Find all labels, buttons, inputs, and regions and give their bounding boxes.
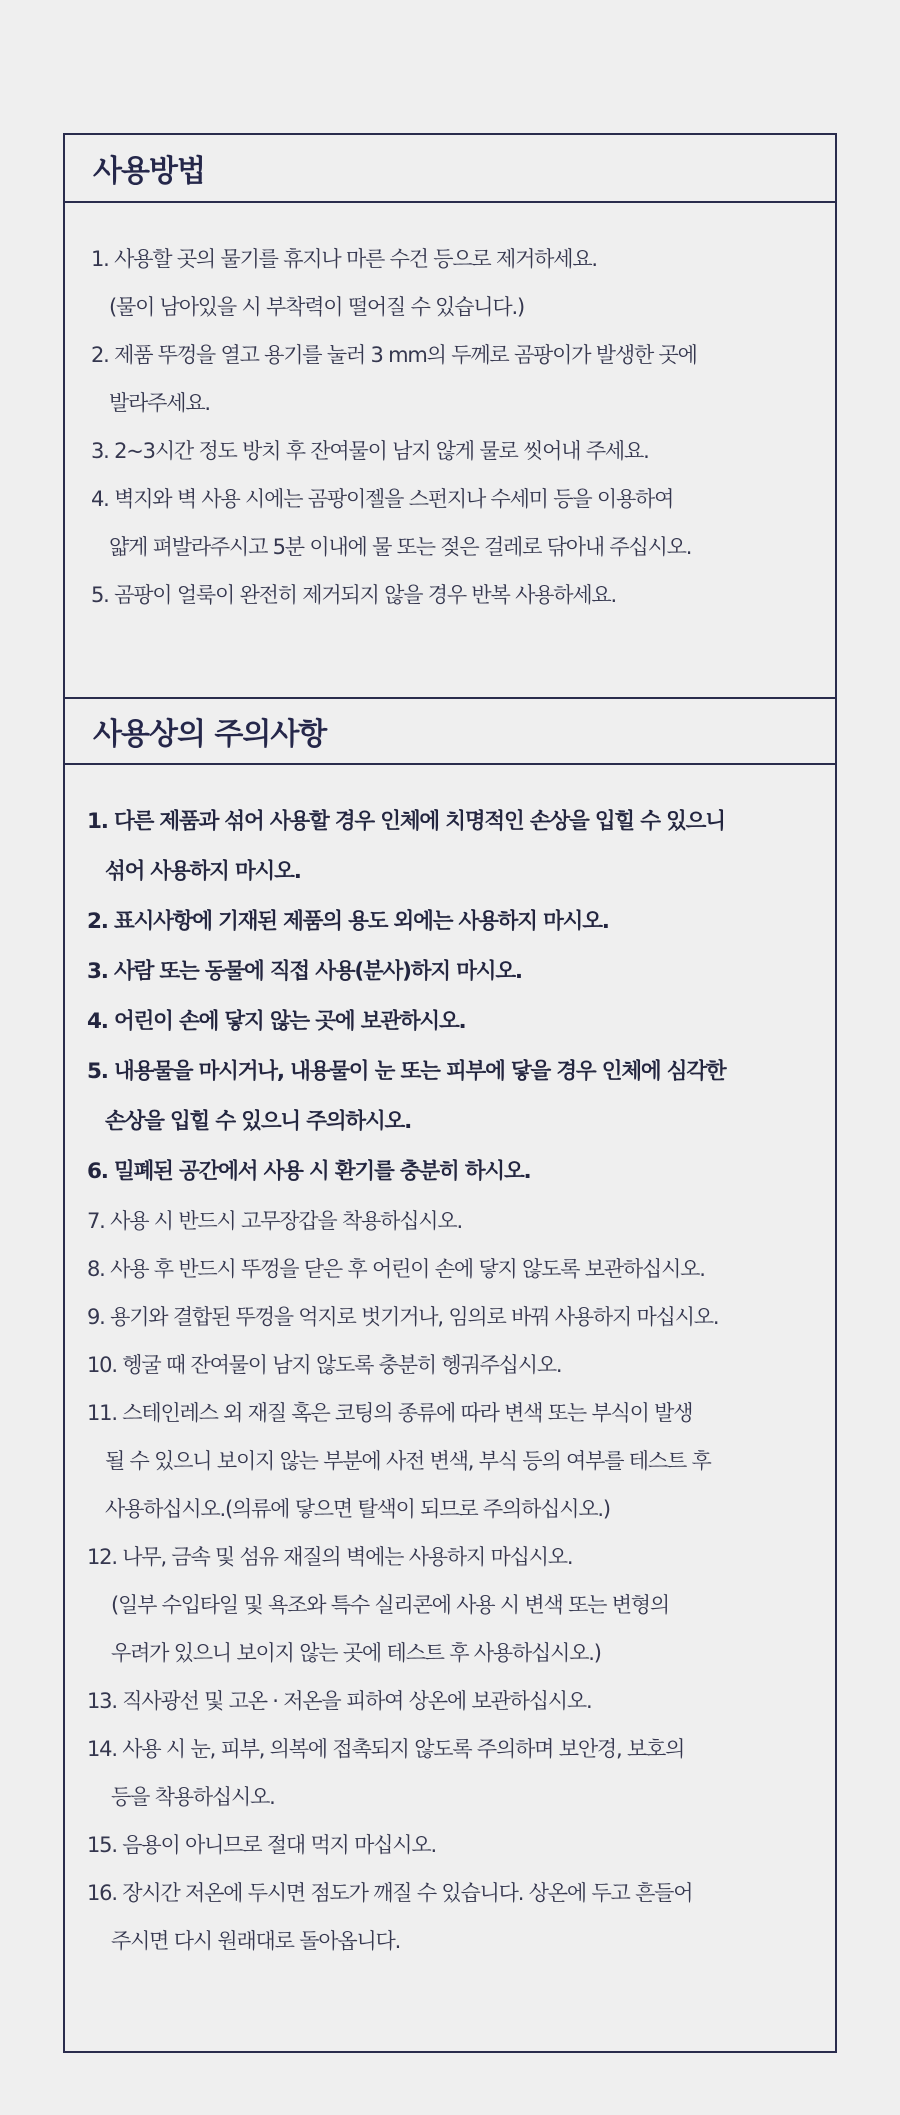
caution-line: 11. 스테인레스 외 재질 혹은 코팅의 종류에 따라 변색 또는 부식이 발생 (87, 1401, 693, 1425)
caution-line: 15. 음용이 아니므로 절대 먹지 마십시오. (87, 1833, 436, 1857)
caution-line: 우려가 있으니 보이지 않는 곳에 테스트 후 사용하십시오.) (111, 1641, 601, 1665)
caution-line: 9. 용기와 결합된 뚜껑을 억지로 벗기거나, 임의로 바꿔 사용하지 마십시오. (87, 1305, 719, 1329)
caution-line: 섞어 사용하지 마시오. (105, 859, 301, 884)
caution-line: 13. 직사광선 및 고온 · 저온을 피하여 상온에 보관하십시오. (87, 1689, 592, 1713)
caution-line: 3. 사람 또는 동물에 직접 사용(분사)하지 마시오. (87, 959, 522, 984)
caution-list (65, 765, 835, 1965)
caution-line: 6. 밀폐된 공간에서 사용 시 환기를 충분히 하시오. (87, 1159, 531, 1184)
usage-line: 5. 곰팡이 얼룩이 완전히 제거되지 않을 경우 반복 사용하세요. (91, 583, 616, 607)
caution-line: 14. 사용 시 눈, 피부, 의복에 접촉되지 않도록 주의하며 보안경, 보호의 (87, 1737, 685, 1761)
caution-line: 1. 다른 제품과 섞어 사용할 경우 인체에 치명적인 손상을 입힐 수 있으니 (87, 809, 725, 834)
usage-line: 2. 제품 뚜껑을 열고 용기를 눌러 3 mm의 두께로 곰팡이가 발생한 곳에 (91, 343, 697, 367)
caution-line: 2. 표시사항에 기재된 제품의 용도 외에는 사용하지 마시오. (87, 909, 609, 934)
instructions-panel (63, 133, 837, 2053)
caution-line: 5. 내용물을 마시거나, 내용물이 눈 또는 피부에 닿을 경우 인체에 심각한 (87, 1059, 726, 1084)
caution-line: 16. 장시간 저온에 두시면 점도가 깨질 수 있습니다. 상온에 두고 흔들어 (87, 1881, 693, 1905)
caution-line: 등을 착용하십시오. (111, 1785, 275, 1809)
usage-line: (물이 남아있을 시 부착력이 떨어질 수 있습니다.) (109, 295, 524, 319)
caution-line: 사용하십시오.(의류에 닿으면 탈색이 되므로 주의하십시오.) (105, 1497, 610, 1521)
usage-line: 얇게 펴발라주시고 5분 이내에 물 또는 젖은 걸레로 닦아내 주십시오. (109, 535, 692, 559)
caution-line: (일부 수입타일 및 욕조와 특수 실리콘에 사용 시 변색 또는 변형의 (111, 1593, 669, 1617)
caution-line: 10. 헹굴 때 잔여물이 남지 않도록 충분히 헹궈주십시오. (87, 1353, 562, 1377)
caution-line: 12. 나무, 금속 및 섬유 재질의 벽에는 사용하지 마십시오. (87, 1545, 573, 1569)
caution-line: 주시면 다시 원래대로 돌아옵니다. (111, 1929, 401, 1953)
usage-list (65, 203, 835, 697)
caution-line: 손상을 입힐 수 있으니 주의하시오. (105, 1109, 412, 1134)
caution-section-title: 사용상의 주의사항 (65, 697, 835, 765)
caution-line: 8. 사용 후 반드시 뚜껑을 닫은 후 어린이 손에 닿지 않도록 보관하십시오. (87, 1257, 705, 1281)
usage-section-title: 사용방법 (65, 135, 835, 203)
usage-line: 발라주세요. (109, 391, 210, 415)
usage-line: 4. 벽지와 벽 사용 시에는 곰팡이젤을 스펀지나 수세미 등을 이용하여 (91, 487, 674, 511)
caution-line: 4. 어린이 손에 닿지 않는 곳에 보관하시오. (87, 1009, 466, 1034)
usage-line: 3. 2~3시간 정도 방치 후 잔여물이 남지 않게 물로 씻어내 주세요. (91, 439, 649, 463)
usage-line: 1. 사용할 곳의 물기를 휴지나 마른 수건 등으로 제거하세요. (91, 247, 597, 271)
caution-line: 될 수 있으니 보이지 않는 부분에 사전 변색, 부식 등의 여부를 테스트 후 (105, 1449, 711, 1473)
caution-line: 7. 사용 시 반드시 고무장갑을 착용하십시오. (87, 1209, 462, 1233)
